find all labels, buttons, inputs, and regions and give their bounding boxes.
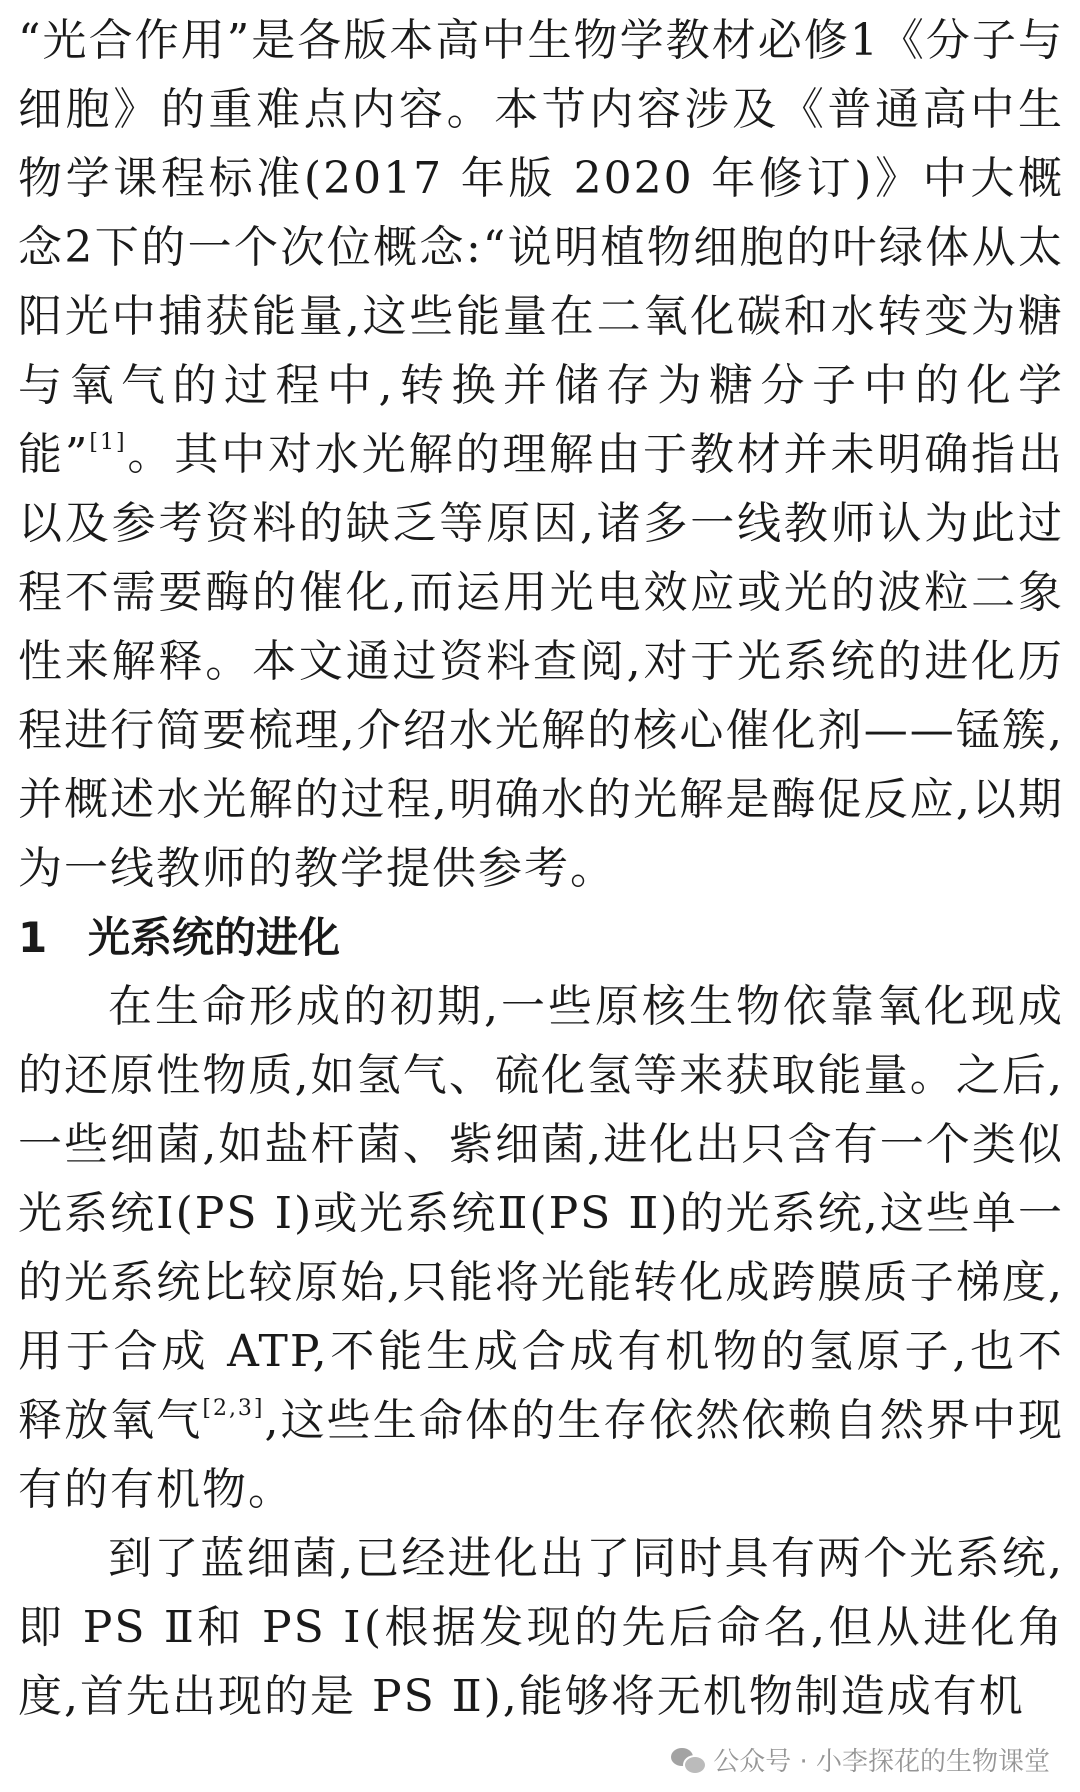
citation-1[interactable]: [1]: [89, 430, 127, 456]
article-page: [18, 6, 1064, 1731]
evolution-text: 在生命形成的初期,一些原核生物依靠氧化现成的还原性物质,如氢气、硫化氢等来获取能量。之后,一些细菌,如盐杆菌、紫细菌,进化出只含有一个类似光系统Ⅰ(PS Ⅰ)或光系统Ⅱ(PS Ⅱ)的光系统,这些单一的光系统比较原始,只能将光能转化成跨膜质子梯度,用于合成 ATP,不能生成合成有机物的氢原子,也不释放氧气: [18, 981, 1064, 1446]
wechat-watermark: [671, 1741, 1050, 1778]
wechat-icon: [671, 1746, 705, 1774]
intro-text: “光合作用”是各版本高中生物学教材必修1《分子与细胞》的重难点内容。本节内容涉及《普通高中生物学课程标准(2017 年版 2020 年修订)》中大概念2下的一个次位概念:“说明植物细胞的叶绿体从太阳光中捕获能量,这些能量在二氧化碳和水转变为糖与氧气的过程中,转换并储存为糖分子中的化学能”: [18, 15, 1064, 480]
evolution-text-continued: ,这些生命体的生存依然依赖自然界中现有的有机物。: [18, 1395, 1064, 1515]
evolution-paragraph: [18, 972, 1064, 1524]
section-heading: [18, 903, 1064, 972]
intro-text-continued: 。其中对水光解的理解由于教材并未明确指出以及参考资料的缺乏等原因,诸多一线教师认为此过程不需要酶的催化,而运用光电效应或光的波粒二象性来解释。本文通过资料查阅,对于光系统的进化历程进行简要梳理,介绍水光解的核心催化剂——锰簇,并概述水光解的过程,明确水的光解是酶促反应,以期为一线教师的教学提供参考。: [18, 429, 1065, 894]
citation-2-3[interactable]: [2,3]: [202, 1396, 265, 1422]
intro-paragraph: [18, 6, 1064, 903]
watermark-text: 公众号 · 小李探花的生物课堂: [713, 1747, 1050, 1777]
cyanobacteria-paragraph: 到了蓝细菌,已经进化出了同时具有两个光系统,即 PS Ⅱ和 PS Ⅰ(根据发现的先后命名,但从进化角度,首先出现的是 PS Ⅱ),能够将无机物制造成有机: [18, 1533, 1064, 1722]
section-number: 1: [18, 913, 48, 962]
section-title: 光系统的进化: [88, 913, 341, 962]
